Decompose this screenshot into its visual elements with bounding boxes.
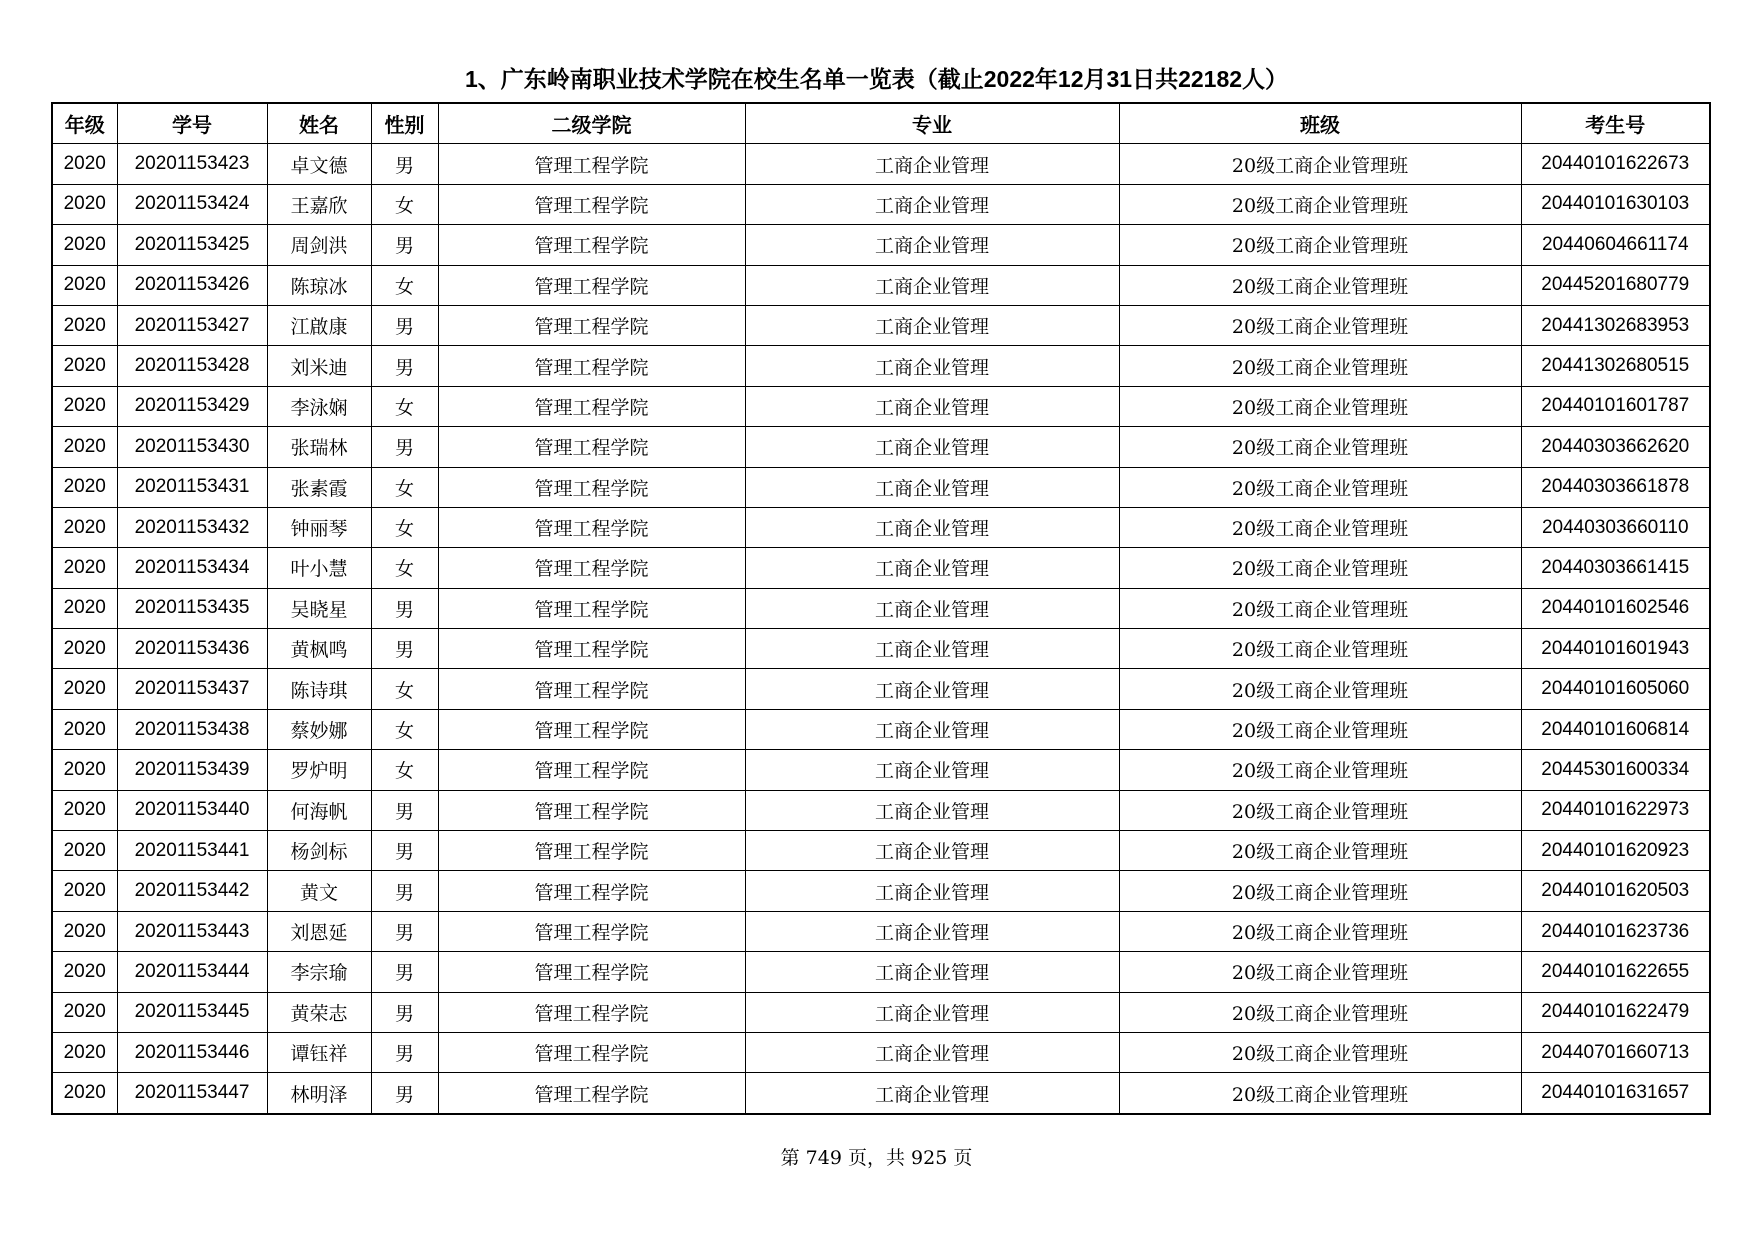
cell-grade: 2020 bbox=[52, 507, 117, 547]
cell-class: 20级工商企业管理班 bbox=[1119, 144, 1521, 184]
cell-gender: 男 bbox=[371, 1073, 438, 1114]
cell-major: 工商企业管理 bbox=[745, 669, 1119, 709]
table-row bbox=[52, 588, 1710, 628]
cell-name: 吴晓星 bbox=[267, 588, 371, 628]
cell-student-id: 20201153440 bbox=[117, 790, 267, 830]
cell-name: 谭钰祥 bbox=[267, 1032, 371, 1072]
cell-class: 20级工商企业管理班 bbox=[1119, 709, 1521, 749]
cell-grade: 2020 bbox=[52, 992, 117, 1032]
cell-gender: 男 bbox=[371, 952, 438, 992]
cell-college: 管理工程学院 bbox=[438, 629, 745, 669]
cell-name: 黄荣志 bbox=[267, 992, 371, 1032]
cell-gender: 女 bbox=[371, 184, 438, 224]
header-major: 专业 bbox=[745, 103, 1119, 144]
cell-class: 20级工商企业管理班 bbox=[1119, 629, 1521, 669]
cell-gender: 男 bbox=[371, 427, 438, 467]
cell-major: 工商企业管理 bbox=[745, 305, 1119, 345]
cell-grade: 2020 bbox=[52, 305, 117, 345]
table-row bbox=[52, 305, 1710, 345]
student-roster-table bbox=[51, 102, 1711, 1115]
cell-exam-no: 20440303662620 bbox=[1521, 427, 1710, 467]
table-row bbox=[52, 1032, 1710, 1072]
cell-grade: 2020 bbox=[52, 911, 117, 951]
cell-gender: 女 bbox=[371, 507, 438, 547]
cell-exam-no: 20440101622655 bbox=[1521, 952, 1710, 992]
cell-college: 管理工程学院 bbox=[438, 225, 745, 265]
cell-college: 管理工程学院 bbox=[438, 588, 745, 628]
cell-gender: 女 bbox=[371, 709, 438, 749]
cell-exam-no: 20440101620503 bbox=[1521, 871, 1710, 911]
cell-college: 管理工程学院 bbox=[438, 831, 745, 871]
cell-name: 卓文德 bbox=[267, 144, 371, 184]
cell-student-id: 20201153427 bbox=[117, 305, 267, 345]
cell-exam-no: 20440101620923 bbox=[1521, 831, 1710, 871]
cell-student-id: 20201153434 bbox=[117, 548, 267, 588]
cell-class: 20级工商企业管理班 bbox=[1119, 184, 1521, 224]
cell-exam-no: 20440303660110 bbox=[1521, 507, 1710, 547]
cell-grade: 2020 bbox=[52, 386, 117, 426]
table-row bbox=[52, 467, 1710, 507]
header-gender: 性别 bbox=[371, 103, 438, 144]
table-header-row bbox=[52, 103, 1710, 144]
table-row bbox=[52, 346, 1710, 386]
cell-exam-no: 20440101622973 bbox=[1521, 790, 1710, 830]
cell-exam-no: 20440101623736 bbox=[1521, 911, 1710, 951]
cell-major: 工商企业管理 bbox=[745, 507, 1119, 547]
table-row bbox=[52, 144, 1710, 184]
cell-name: 江啟康 bbox=[267, 305, 371, 345]
cell-gender: 男 bbox=[371, 831, 438, 871]
table-row bbox=[52, 709, 1710, 749]
cell-grade: 2020 bbox=[52, 184, 117, 224]
table-row bbox=[52, 548, 1710, 588]
cell-name: 刘恩延 bbox=[267, 911, 371, 951]
cell-exam-no: 20440101606814 bbox=[1521, 709, 1710, 749]
cell-grade: 2020 bbox=[52, 629, 117, 669]
cell-gender: 男 bbox=[371, 1032, 438, 1072]
table-row bbox=[52, 831, 1710, 871]
cell-student-id: 20201153430 bbox=[117, 427, 267, 467]
cell-major: 工商企业管理 bbox=[745, 427, 1119, 467]
cell-college: 管理工程学院 bbox=[438, 467, 745, 507]
cell-class: 20级工商企业管理班 bbox=[1119, 750, 1521, 790]
cell-name: 黄枫鸣 bbox=[267, 629, 371, 669]
cell-college: 管理工程学院 bbox=[438, 1032, 745, 1072]
cell-student-id: 20201153428 bbox=[117, 346, 267, 386]
cell-gender: 男 bbox=[371, 144, 438, 184]
cell-major: 工商企业管理 bbox=[745, 225, 1119, 265]
cell-class: 20级工商企业管理班 bbox=[1119, 386, 1521, 426]
cell-exam-no: 20440101622479 bbox=[1521, 992, 1710, 1032]
cell-class: 20级工商企业管理班 bbox=[1119, 225, 1521, 265]
table-row bbox=[52, 265, 1710, 305]
cell-college: 管理工程学院 bbox=[438, 750, 745, 790]
cell-student-id: 20201153424 bbox=[117, 184, 267, 224]
cell-grade: 2020 bbox=[52, 750, 117, 790]
cell-grade: 2020 bbox=[52, 467, 117, 507]
cell-name: 何海帆 bbox=[267, 790, 371, 830]
table-row bbox=[52, 992, 1710, 1032]
table-row bbox=[52, 427, 1710, 467]
cell-student-id: 20201153435 bbox=[117, 588, 267, 628]
cell-student-id: 20201153439 bbox=[117, 750, 267, 790]
cell-student-id: 20201153442 bbox=[117, 871, 267, 911]
cell-student-id: 20201153447 bbox=[117, 1073, 267, 1114]
cell-gender: 女 bbox=[371, 548, 438, 588]
cell-gender: 男 bbox=[371, 871, 438, 911]
cell-name: 蔡妙娜 bbox=[267, 709, 371, 749]
cell-college: 管理工程学院 bbox=[438, 346, 745, 386]
cell-grade: 2020 bbox=[52, 871, 117, 911]
cell-exam-no: 20445201680779 bbox=[1521, 265, 1710, 305]
header-class: 班级 bbox=[1119, 103, 1521, 144]
cell-student-id: 20201153429 bbox=[117, 386, 267, 426]
cell-exam-no: 20440303661878 bbox=[1521, 467, 1710, 507]
cell-gender: 男 bbox=[371, 992, 438, 1032]
cell-exam-no: 20441302680515 bbox=[1521, 346, 1710, 386]
cell-name: 罗炉明 bbox=[267, 750, 371, 790]
cell-college: 管理工程学院 bbox=[438, 952, 745, 992]
table-row bbox=[52, 184, 1710, 224]
table-row bbox=[52, 669, 1710, 709]
cell-college: 管理工程学院 bbox=[438, 427, 745, 467]
cell-exam-no: 20440101630103 bbox=[1521, 184, 1710, 224]
cell-student-id: 20201153446 bbox=[117, 1032, 267, 1072]
cell-student-id: 20201153438 bbox=[117, 709, 267, 749]
cell-grade: 2020 bbox=[52, 588, 117, 628]
cell-gender: 男 bbox=[371, 225, 438, 265]
cell-gender: 女 bbox=[371, 265, 438, 305]
cell-class: 20级工商企业管理班 bbox=[1119, 346, 1521, 386]
cell-student-id: 20201153432 bbox=[117, 507, 267, 547]
table-row bbox=[52, 911, 1710, 951]
cell-student-id: 20201153431 bbox=[117, 467, 267, 507]
table-row bbox=[52, 790, 1710, 830]
cell-name: 刘米迪 bbox=[267, 346, 371, 386]
cell-college: 管理工程学院 bbox=[438, 386, 745, 426]
table-row bbox=[52, 750, 1710, 790]
cell-name: 杨剑标 bbox=[267, 831, 371, 871]
cell-class: 20级工商企业管理班 bbox=[1119, 669, 1521, 709]
cell-class: 20级工商企业管理班 bbox=[1119, 1073, 1521, 1114]
cell-class: 20级工商企业管理班 bbox=[1119, 548, 1521, 588]
cell-name: 李泳娴 bbox=[267, 386, 371, 426]
cell-class: 20级工商企业管理班 bbox=[1119, 427, 1521, 467]
document-title: 1、广东岭南职业技术学院在校生名单一览表（截止2022年12月31日共22182人） bbox=[464, 66, 1289, 92]
cell-student-id: 20201153437 bbox=[117, 669, 267, 709]
cell-college: 管理工程学院 bbox=[438, 305, 745, 345]
cell-major: 工商企业管理 bbox=[745, 386, 1119, 426]
cell-exam-no: 20440303661415 bbox=[1521, 548, 1710, 588]
cell-college: 管理工程学院 bbox=[438, 669, 745, 709]
cell-grade: 2020 bbox=[52, 346, 117, 386]
cell-exam-no: 20440101601787 bbox=[1521, 386, 1710, 426]
cell-college: 管理工程学院 bbox=[438, 184, 745, 224]
cell-gender: 男 bbox=[371, 629, 438, 669]
cell-major: 工商企业管理 bbox=[745, 1032, 1119, 1072]
cell-major: 工商企业管理 bbox=[745, 1073, 1119, 1114]
cell-student-id: 20201153441 bbox=[117, 831, 267, 871]
cell-major: 工商企业管理 bbox=[745, 911, 1119, 951]
table-row bbox=[52, 629, 1710, 669]
cell-major: 工商企业管理 bbox=[745, 709, 1119, 749]
cell-name: 陈琼冰 bbox=[267, 265, 371, 305]
cell-college: 管理工程学院 bbox=[438, 548, 745, 588]
table-row bbox=[52, 507, 1710, 547]
cell-college: 管理工程学院 bbox=[438, 144, 745, 184]
cell-gender: 女 bbox=[371, 467, 438, 507]
cell-gender: 男 bbox=[371, 790, 438, 830]
cell-name: 张素霞 bbox=[267, 467, 371, 507]
cell-student-id: 20201153443 bbox=[117, 911, 267, 951]
cell-class: 20级工商企业管理班 bbox=[1119, 305, 1521, 345]
cell-name: 黄文 bbox=[267, 871, 371, 911]
cell-grade: 2020 bbox=[52, 265, 117, 305]
cell-major: 工商企业管理 bbox=[745, 346, 1119, 386]
cell-college: 管理工程学院 bbox=[438, 507, 745, 547]
cell-exam-no: 20440101601943 bbox=[1521, 629, 1710, 669]
cell-grade: 2020 bbox=[52, 427, 117, 467]
header-exam-no: 考生号 bbox=[1521, 103, 1710, 144]
cell-student-id: 20201153436 bbox=[117, 629, 267, 669]
cell-class: 20级工商企业管理班 bbox=[1119, 467, 1521, 507]
cell-grade: 2020 bbox=[52, 1032, 117, 1072]
cell-name: 李宗瑜 bbox=[267, 952, 371, 992]
header-name: 姓名 bbox=[267, 103, 371, 144]
cell-name: 王嘉欣 bbox=[267, 184, 371, 224]
cell-name: 钟丽琴 bbox=[267, 507, 371, 547]
cell-college: 管理工程学院 bbox=[438, 790, 745, 830]
cell-college: 管理工程学院 bbox=[438, 992, 745, 1032]
header-college: 二级学院 bbox=[438, 103, 745, 144]
cell-student-id: 20201153426 bbox=[117, 265, 267, 305]
cell-college: 管理工程学院 bbox=[438, 911, 745, 951]
cell-student-id: 20201153425 bbox=[117, 225, 267, 265]
cell-student-id: 20201153423 bbox=[117, 144, 267, 184]
cell-exam-no: 20440701660713 bbox=[1521, 1032, 1710, 1072]
page-footer: 第 749 页，共 925 页 bbox=[780, 1147, 973, 1169]
cell-grade: 2020 bbox=[52, 144, 117, 184]
cell-gender: 男 bbox=[371, 346, 438, 386]
cell-gender: 男 bbox=[371, 588, 438, 628]
cell-major: 工商企业管理 bbox=[745, 790, 1119, 830]
cell-grade: 2020 bbox=[52, 548, 117, 588]
cell-grade: 2020 bbox=[52, 709, 117, 749]
cell-name: 林明泽 bbox=[267, 1073, 371, 1114]
cell-major: 工商企业管理 bbox=[745, 265, 1119, 305]
cell-major: 工商企业管理 bbox=[745, 992, 1119, 1032]
cell-grade: 2020 bbox=[52, 831, 117, 871]
header-grade: 年级 bbox=[52, 103, 117, 144]
cell-class: 20级工商企业管理班 bbox=[1119, 265, 1521, 305]
cell-class: 20级工商企业管理班 bbox=[1119, 911, 1521, 951]
cell-student-id: 20201153444 bbox=[117, 952, 267, 992]
cell-exam-no: 20445301600334 bbox=[1521, 750, 1710, 790]
cell-exam-no: 20440101602546 bbox=[1521, 588, 1710, 628]
header-student-id: 学号 bbox=[117, 103, 267, 144]
table-row bbox=[52, 1073, 1710, 1114]
cell-college: 管理工程学院 bbox=[438, 709, 745, 749]
cell-major: 工商企业管理 bbox=[745, 831, 1119, 871]
cell-gender: 女 bbox=[371, 386, 438, 426]
cell-college: 管理工程学院 bbox=[438, 265, 745, 305]
cell-exam-no: 20441302683953 bbox=[1521, 305, 1710, 345]
cell-major: 工商企业管理 bbox=[745, 144, 1119, 184]
cell-gender: 女 bbox=[371, 669, 438, 709]
cell-exam-no: 20440101622673 bbox=[1521, 144, 1710, 184]
cell-grade: 2020 bbox=[52, 952, 117, 992]
table-row bbox=[52, 871, 1710, 911]
cell-major: 工商企业管理 bbox=[745, 548, 1119, 588]
cell-college: 管理工程学院 bbox=[438, 1073, 745, 1114]
cell-major: 工商企业管理 bbox=[745, 184, 1119, 224]
cell-major: 工商企业管理 bbox=[745, 467, 1119, 507]
cell-name: 叶小慧 bbox=[267, 548, 371, 588]
cell-class: 20级工商企业管理班 bbox=[1119, 790, 1521, 830]
cell-grade: 2020 bbox=[52, 225, 117, 265]
cell-major: 工商企业管理 bbox=[745, 588, 1119, 628]
cell-college: 管理工程学院 bbox=[438, 871, 745, 911]
table-body bbox=[52, 144, 1710, 1114]
cell-gender: 女 bbox=[371, 750, 438, 790]
cell-gender: 男 bbox=[371, 911, 438, 951]
cell-exam-no: 20440101605060 bbox=[1521, 669, 1710, 709]
cell-class: 20级工商企业管理班 bbox=[1119, 952, 1521, 992]
cell-student-id: 20201153445 bbox=[117, 992, 267, 1032]
cell-class: 20级工商企业管理班 bbox=[1119, 1032, 1521, 1072]
cell-name: 陈诗琪 bbox=[267, 669, 371, 709]
cell-name: 周剑洪 bbox=[267, 225, 371, 265]
cell-class: 20级工商企业管理班 bbox=[1119, 992, 1521, 1032]
cell-major: 工商企业管理 bbox=[745, 952, 1119, 992]
cell-gender: 男 bbox=[371, 305, 438, 345]
table-row bbox=[52, 386, 1710, 426]
cell-grade: 2020 bbox=[52, 790, 117, 830]
table-row bbox=[52, 225, 1710, 265]
cell-exam-no: 20440101631657 bbox=[1521, 1073, 1710, 1114]
cell-class: 20级工商企业管理班 bbox=[1119, 507, 1521, 547]
cell-major: 工商企业管理 bbox=[745, 871, 1119, 911]
cell-name: 张瑞林 bbox=[267, 427, 371, 467]
cell-major: 工商企业管理 bbox=[745, 629, 1119, 669]
cell-class: 20级工商企业管理班 bbox=[1119, 588, 1521, 628]
cell-exam-no: 20440604661174 bbox=[1521, 225, 1710, 265]
cell-class: 20级工商企业管理班 bbox=[1119, 871, 1521, 911]
cell-grade: 2020 bbox=[52, 669, 117, 709]
table-row bbox=[52, 952, 1710, 992]
cell-major: 工商企业管理 bbox=[745, 750, 1119, 790]
cell-class: 20级工商企业管理班 bbox=[1119, 831, 1521, 871]
cell-grade: 2020 bbox=[52, 1073, 117, 1114]
